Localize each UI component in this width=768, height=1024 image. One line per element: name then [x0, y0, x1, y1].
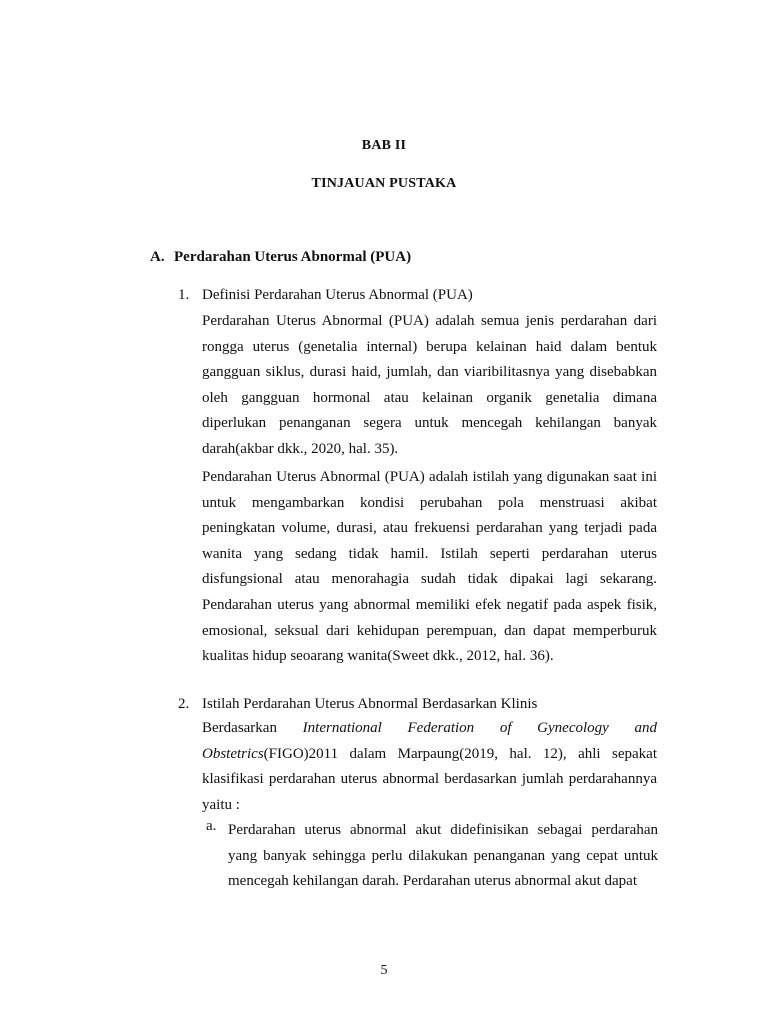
page-number: 5	[380, 963, 388, 978]
subsection-1-paragraph-1: Perdarahan Uterus Abnormal (PUA) adalah semua jenis perdarahan dari rongga uterus (genetalia internal) berupa kelainan haid dalam bentuk gangguan siklus, durasi haid, jumlah, dan viaribilitasnya yang disebabkan oleh gangguan hormonal atau kelainan organik genetalia dimana diperlukan penanganan segera untuk mencegah kehilangan banyak darah(akbar dkk., 2020, hal. 35).	[202, 313, 657, 457]
subsection-2-para-italic: International Federation of Gynecology and Obstetrics	[202, 720, 658, 762]
subsection-1-title: Definisi Perdarahan Uterus Abnormal (PUA)	[202, 287, 473, 303]
chapter-title: TINJAUAN PUSTAKA	[311, 176, 457, 191]
subsection-2-para-post: (FIGO)2011 dalam Marpaung(2019, hal. 12), ahli sepakat klasifikasi perdarahan uterus abnormal berdasarkan jumlah perdarahannya yaitu :	[202, 745, 657, 813]
subsection-1-heading	[178, 287, 473, 304]
chapter-label: BAB II	[361, 138, 407, 153]
section-a-marker: A.	[150, 249, 165, 265]
subsection-2-title: Istilah Perdarahan Uterus Abnormal Berdasarkan Klinis	[202, 696, 538, 712]
subsection-2-heading	[178, 696, 537, 713]
subsection-1-marker: 1.	[178, 287, 190, 303]
list-item-a-marker: a.	[206, 818, 217, 834]
subsection-2-para-pre: Berdasarkan	[202, 720, 277, 736]
section-a-title: Perdarahan Uterus Abnormal (PUA)	[174, 249, 412, 265]
subsection-1-paragraph-2: Pendarahan Uterus Abnormal (PUA) adalah istilah yang digunakan saat ini untuk mengambarkan kondisi perubahan pola menstruasi akibat peningkatan volume, durasi, atau frekuensi perdarahan yang terjadi pada wanita yang sedang tidak hamil. Istilah seperti perdarahan uterus disfungsional atau menorahagia sudah tidak dipakai lagi sekarang. Pendarahan uterus yang abnormal memiliki efek negatif pada aspek fisik, emosional, seksual dari kehidupan perempuan, dan dapat memperburuk kualitas hidup seoarang wanita(Sweet dkk., 2012, hal. 36).	[202, 469, 657, 665]
section-a-heading	[150, 249, 411, 266]
subsection-2-marker: 2.	[178, 696, 190, 712]
list-item-a-text: Perdarahan uterus abnormal akut didefinisikan sebagai perdarahan yang banyak sehingga perlu dilakukan penanganan yang cepat untuk mencegah kehilangan darah. Perdarahan uterus abnormal akut dapat	[228, 822, 658, 890]
subsection-2-paragraph	[202, 716, 657, 818]
